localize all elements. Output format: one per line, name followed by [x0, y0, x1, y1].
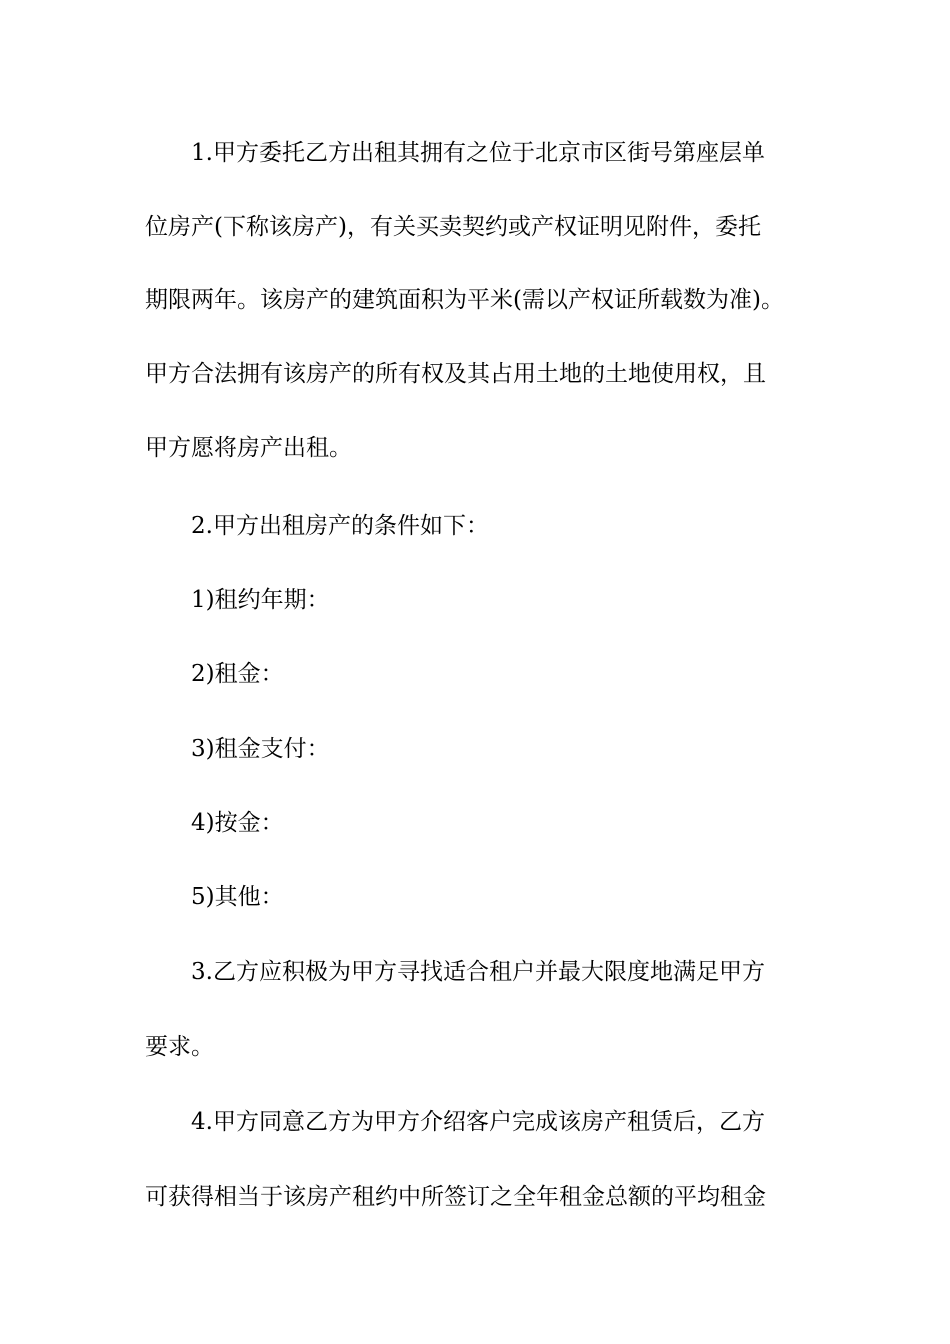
- clause-1-line-2: 位房产(下称该房产)，有关买卖契约或产权证明见附件，委托: [145, 214, 761, 240]
- clause-1-line-3: 期限两年。该房产的建筑面积为平米(需以产权证所载数为准)。: [145, 287, 784, 313]
- clause-2-item-3: 3)租金支付：: [191, 736, 330, 762]
- clause-2-item-5: 5)其他：: [191, 884, 284, 910]
- clause-4-line-1: 4.甲方同意乙方为甲方介绍客户完成该房产租赁后，乙方: [191, 1109, 765, 1135]
- clause-1-line-4: 甲方合法拥有该房产的所有权及其占用土地的土地使用权，且: [145, 361, 766, 387]
- clause-3-line-2: 要求。: [145, 1034, 214, 1060]
- clause-1-line-5: 甲方愿将房产出租。: [145, 435, 352, 461]
- clause-2-item-1: 1)租约年期：: [191, 587, 330, 613]
- clause-1-line-1: 1.甲方委托乙方出租其拥有之位于北京市区街号第座层单: [191, 140, 765, 166]
- clause-2-item-4: 4)按金：: [191, 810, 284, 836]
- clause-2-item-2: 2)租金：: [191, 661, 284, 687]
- clause-2-heading: 2.甲方出租房产的条件如下：: [191, 513, 489, 539]
- clause-3-line-1: 3.乙方应积极为甲方寻找适合租户并最大限度地满足甲方: [191, 959, 765, 985]
- clause-4-line-2: 可获得相当于该房产租约中所签订之全年租金总额的平均租金: [145, 1184, 766, 1210]
